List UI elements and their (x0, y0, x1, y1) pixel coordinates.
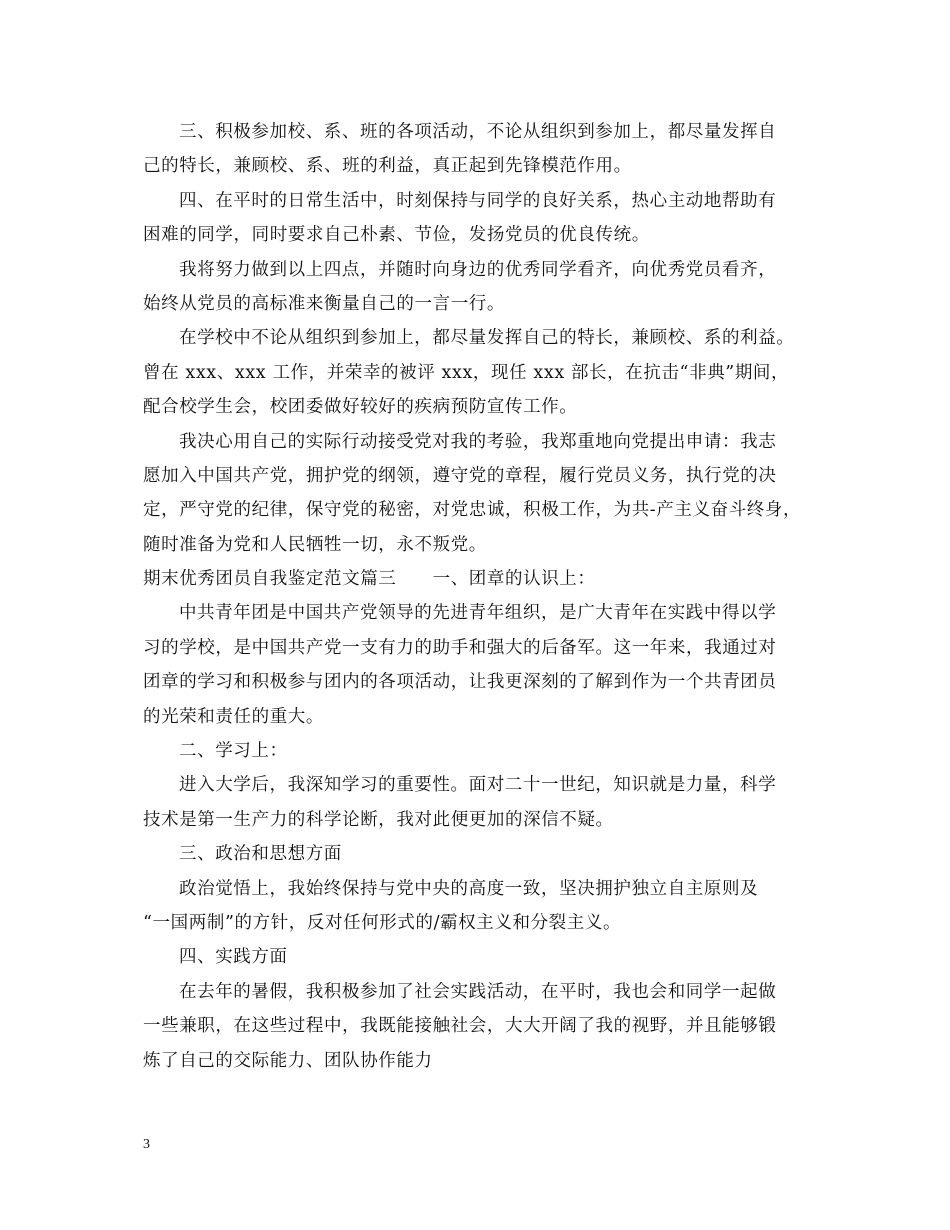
page-number: 3 (143, 1137, 150, 1152)
text-line: 三、政治和思想方面 (179, 844, 342, 865)
text-line: 困难的同学，同时要求自己朴素、节俭，发扬党员的优良传统。 (143, 225, 650, 246)
text-line: 四、实践方面 (179, 947, 288, 968)
text-line: 始终从党员的高标准来衡量自己的一言一行。 (143, 293, 505, 314)
text-line: 定，严守党的纪律，保守党的秘密，对党忠诚，积极工作，为共-产主义奋斗终身， (143, 500, 802, 521)
text-line: 政治觉悟上，我始终保持与党中央的高度一致，坚决拥护独立自主原则及 (179, 878, 759, 899)
text-line: 配合校学生会，校团委做好较好的疾病预防宣传工作。 (143, 397, 578, 418)
text-line: 二、学习上： (179, 741, 288, 762)
text-line: 的光荣和责任的重大。 (143, 706, 324, 727)
text-line: 团章的学习和积极参与团内的各项活动，让我更深刻的了解到作为一个共青团员 (143, 672, 777, 693)
text-line: 在去年的暑假，我积极参加了社会实践活动，在平时，我也会和同学一起做 (179, 981, 777, 1002)
text-line: 己的特长，兼顾校、系、班的利益，真正起到先锋模范作用。 (143, 156, 632, 177)
text-line: “一国两制”的方针，反对任何形式的/霸权主义和分裂主义。 (143, 912, 622, 933)
text-line: 我决心用自己的实际行动接受党对我的考验，我郑重地向党提出申请：我志 (179, 431, 777, 452)
text-line: 愿加入中国共产党，拥护党的纲领，遵守党的章程，履行党员义务，执行党的决 (143, 465, 777, 486)
document-body (143, 115, 823, 1078)
text-line: 三、积极参加校、系、班的各项活动，不论从组织到参加上，都尽量发挥自 (179, 122, 777, 142)
text-line: 期末优秀团员自我鉴定范文篇三 一、团章的认识上： (143, 569, 596, 590)
text-line: 技术是第一生产力的科学论断，我对此便更加的深信不疑。 (143, 809, 614, 830)
text-line: 四、在平时的日常生活中，时刻保持与同学的良好关系，热心主动地帮助有 (179, 190, 777, 211)
text-line: 我将努力做到以上四点，并随时向身边的优秀同学看齐，向优秀党员看齐， (179, 259, 777, 280)
text-line: 随时准备为党和人民牺牲一切，永不叛党。 (143, 534, 487, 555)
text-line: 习的学校，是中国共产党一支有力的助手和强大的后备军。这一年来，我通过对 (143, 637, 777, 658)
text-line: 中共青年团是中国共产党领导的先进青年组织，是广大青年在实践中得以学 (179, 603, 777, 624)
text-line: 在学校中不论从组织到参加上，都尽量发挥自己的特长，兼顾校、系的利益。 (179, 328, 795, 349)
text-line: 进入大学后，我深知学习的重要性。面对二十一世纪，知识就是力量，科学 (179, 775, 777, 796)
text-line: 曾在 xxx、xxx 工作，并荣幸的被评 xxx，现任 xxx 部长，在抗击“非典”期间， (143, 362, 790, 383)
text-line: 一些兼职，在这些过程中，我既能接触社会，大大开阔了我的视野，并且能够锻 (143, 1016, 777, 1037)
text-line: 炼了自己的交际能力、团队协作能力 (143, 1050, 433, 1071)
